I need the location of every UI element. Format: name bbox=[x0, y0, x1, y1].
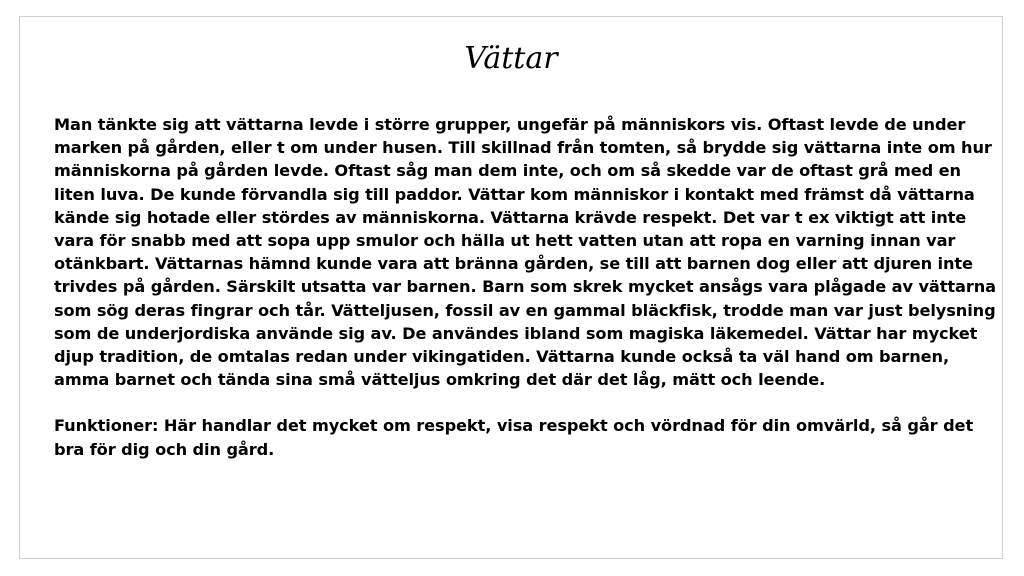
slide-body bbox=[54, 113, 1004, 461]
body-paragraph-functions: Funktioner: Här handlar det mycket om respekt, visa respekt och vördnad för din omvärld, så går det bra för dig och din gård. bbox=[54, 416, 974, 459]
slide-title: Vättar bbox=[464, 41, 558, 76]
body-paragraph-main: Man tänkte sig att vättarna levde i större grupper, ungefär på människors vis. Oftast levde de under marken på gården, eller t om under husen. Till skillnad från tomten, så brydde sig vättarna inte om hur människorna på gården levde. Oftast såg man dem inte, och om så skedde var de oftast grå med en liten luva. De kunde förvandla sig till paddor. Vättar kom människor i kontakt med främst då vättarna kände sig hotade eller stördes av människorna. Vättarna krävde respekt. Det var t ex viktigt att inte vara för snabb med att sopa upp smulor och hälla ut hett vatten utan att ropa en varning innan var otänkbart. Vättarnas hämnd kunde vara att bränna gården, se till att barnen dog eller att djuren inte trivdes på gården. Särskilt utsatta var barnen. Barn som skrek mycket ansågs vara plågade av vättarna som sög deras fingrar och tår. Vätteljusen, fossil av en gammal bläckfisk, trodde man var just belysning som de underjordiska använde sig av. De användes ibland som magiska läkemedel. Vättar har mycket djup tradition, de omtalas redan under vikingatiden. Vättarna kunde också ta väl hand om barnen, amma barnet och tända sina små vätteljus omkring det där det låg, mätt och leende. bbox=[54, 115, 996, 390]
slide bbox=[19, 16, 1003, 559]
